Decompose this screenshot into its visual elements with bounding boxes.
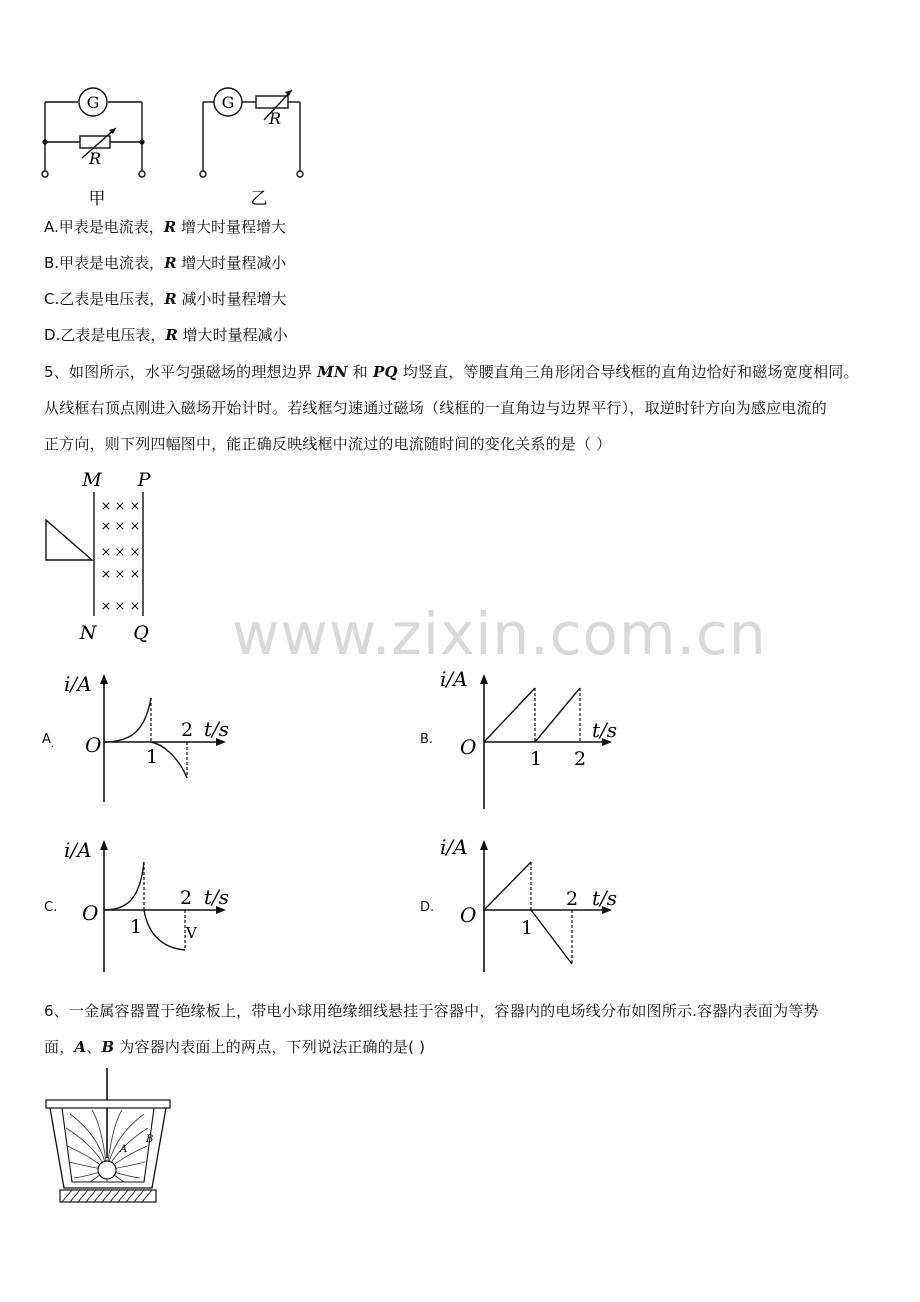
- origin-label: O: [85, 733, 102, 757]
- field-cross-icon: ×: [129, 567, 141, 582]
- insulating-board: [60, 1190, 156, 1202]
- graph-c: [60, 830, 240, 976]
- x-axis-label: t/s: [204, 717, 230, 741]
- q4-option-d: D.乙表是电压表，R 增大时量程减小: [44, 326, 288, 344]
- field-cross-icon: ×: [100, 499, 112, 514]
- field-cross-icon: ×: [114, 599, 126, 614]
- graph-d-label: D.: [420, 900, 435, 915]
- curve-b: [484, 688, 580, 742]
- origin-label: O: [460, 735, 477, 759]
- y-axis-label: i/A: [440, 667, 468, 691]
- tick-2: 2: [180, 887, 193, 909]
- q4-option-c: C.乙表是电压表，R 减小时量程增大: [44, 290, 287, 308]
- q4-option-a: A.甲表是电流表，R 增大时量程增大: [44, 218, 287, 236]
- field-cross-icon: ×: [100, 599, 112, 614]
- magnetic-field-figure: [40, 464, 170, 646]
- field-crosses: [101, 499, 141, 614]
- tick-2: 2: [566, 888, 579, 910]
- charged-ball: [98, 1161, 116, 1179]
- x-axis-label: t/s: [592, 886, 618, 910]
- q5-line-2: 从线框右顶点刚进入磁场开始计时。若线框匀速通过磁场（线框的一直角边与边界平行），取逆时针方向为感应电流的: [44, 399, 827, 417]
- field-cross-icon: ×: [129, 499, 141, 514]
- graph-a: [60, 664, 240, 809]
- resistor-label-jia: R: [88, 149, 102, 168]
- field-cross-icon: ×: [114, 545, 126, 560]
- x-axis-label: t/s: [592, 718, 618, 742]
- q6-line-1: 6、一金属容器置于绝缘板上，带电小球用绝缘细线悬挂于容器中，容器内的电场线分布如图所示.容器内表面为等势: [44, 1002, 819, 1020]
- graph-b: [440, 664, 625, 814]
- field-cross-icon: ×: [114, 499, 126, 514]
- tick-1: 1: [146, 746, 159, 768]
- tick-1: 1: [130, 916, 143, 938]
- q5-line-1: 5、如图所示，水平匀强磁场的理想边界 MN 和 PQ 均竖直，等腰直角三角形闭合导线框的直角边恰好和磁场宽度相同。: [44, 363, 859, 381]
- resistor-label-yi: R: [268, 109, 282, 128]
- label-m: M: [82, 469, 102, 491]
- label-p: P: [137, 469, 151, 491]
- q6-line-2: 面，A、B 为容器内表面上的两点，下列说法正确的是( ): [44, 1038, 426, 1056]
- origin-label: O: [82, 901, 99, 925]
- graph-a-label: $A_.$: [42, 732, 54, 750]
- field-cross-icon: ×: [114, 519, 126, 534]
- graph-c-label: C.: [44, 900, 58, 915]
- curve-c: [104, 862, 144, 910]
- y-axis-label: i/A: [64, 838, 92, 862]
- q5-line-3: 正方向，则下列四幅图中，能正确反映线框中流过的电流随时间的变化关系的是（ ）: [44, 435, 612, 453]
- c-mark: V: [186, 924, 197, 942]
- tick-1: 1: [530, 748, 543, 770]
- watermark: www.zixin.com.cn: [232, 600, 767, 668]
- arrow-head-icon: [285, 90, 292, 96]
- x-axis-label: t/s: [204, 885, 230, 909]
- y-axis-label: i/A: [440, 835, 468, 859]
- field-cross-icon: ×: [129, 599, 141, 614]
- circuit-yi: [200, 88, 303, 177]
- circuit-diagrams: [30, 84, 330, 212]
- label-jia: 甲: [88, 189, 106, 209]
- tick-2: 2: [181, 719, 194, 741]
- field-cross-icon: ×: [100, 567, 112, 582]
- tick-1: 1: [521, 917, 534, 939]
- galvanometer-yi: G: [221, 93, 235, 112]
- curve-c-negative: [144, 910, 185, 950]
- field-cross-icon: ×: [114, 567, 126, 582]
- label-a: A: [120, 1144, 128, 1155]
- field-cross-icon: ×: [100, 519, 112, 534]
- container-figure: [40, 1066, 180, 1208]
- curve-a: [104, 698, 151, 742]
- curve-d: [484, 862, 572, 964]
- graph-d: [440, 830, 625, 976]
- field-cross-icon: ×: [100, 545, 112, 560]
- triangle-frame: [46, 520, 92, 560]
- label-n: N: [79, 622, 97, 644]
- field-cross-icon: ×: [129, 519, 141, 534]
- label-b: B: [146, 1134, 154, 1145]
- graph-b-label: B.: [420, 732, 434, 747]
- field-cross-icon: ×: [129, 545, 141, 560]
- origin-label: O: [460, 903, 477, 927]
- label-q: Q: [133, 622, 149, 644]
- tick-2: 2: [574, 748, 587, 770]
- galvanometer-jia: G: [86, 93, 100, 112]
- y-axis-label: i/A: [64, 672, 92, 696]
- label-yi: 乙: [250, 189, 268, 209]
- q4-option-b: B.甲表是电流表，R 增大时量程减小: [44, 254, 287, 272]
